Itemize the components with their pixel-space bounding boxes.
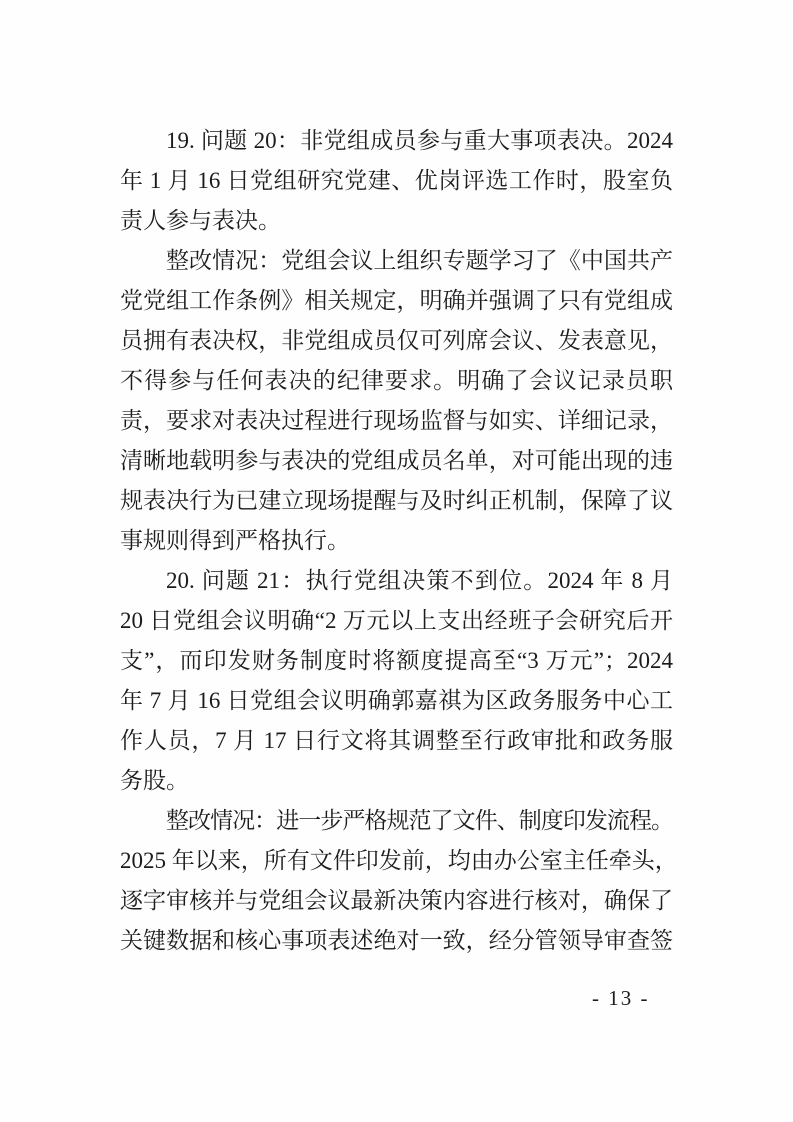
- text-line: 党党组工作条例》相关规定，明确并强调了只有党组成: [120, 288, 673, 313]
- text-line: 关键数据和核心事项表述绝对一致，经分管领导审查签: [120, 928, 673, 953]
- text-line: 作人员，7 月 17 日行文将其调整至行政审批和政务服: [120, 728, 673, 753]
- text-line: 年 7 月 16 日党组会议明确郭嘉祺为区政务服务中心工: [120, 688, 673, 713]
- text-line: 清晰地载明参与表决的党组成员名单，对可能出现的违: [120, 448, 673, 473]
- text-line: 年 1 月 16 日党组研究党建、优岗评选工作时，股室负: [120, 168, 673, 193]
- text-line: 整改情况：进一步严格规范了文件、制度印发流程。: [166, 808, 673, 833]
- text-line: 20. 问题 21：执行党组决策不到位。2024 年 8 月: [166, 568, 674, 593]
- text-line: 20 日党组会议明确“2 万元以上支出经班子会研究后开: [120, 608, 673, 633]
- text-line: 2025 年以来，所有文件印发前，均由办公室主任牵头，: [120, 848, 678, 873]
- text-line: 责，要求对表决过程进行现场监督与如实、详细记录，: [120, 408, 673, 433]
- text-line: 逐字审核并与党组会议最新决策内容进行核对，确保了: [120, 888, 673, 913]
- text-line: 支”，而印发财务制度时将额度提高至“3 万元”；2024: [120, 648, 673, 673]
- text-line: 整改情况：党组会议上组织专题学习了《中国共产: [166, 248, 673, 273]
- text-line: 责人参与表决。: [120, 208, 281, 233]
- text-line: 务股。: [120, 768, 189, 793]
- text-line: 规表决行为已建立现场提醒与及时纠正机制，保障了议: [120, 488, 673, 513]
- text-line: 员拥有表决权，非党组成员仅可列席会议、发表意见，: [120, 328, 673, 353]
- page-number: - 13 -: [592, 986, 650, 1010]
- text-line: 19. 问题 20：非党组成员参与重大事项表决。2024: [166, 128, 673, 153]
- text-line: 事规则得到严格执行。: [120, 528, 350, 553]
- text-line: 不得参与任何表决的纪律要求。明确了会议记录员职: [120, 368, 673, 393]
- document-body: [120, 121, 678, 961]
